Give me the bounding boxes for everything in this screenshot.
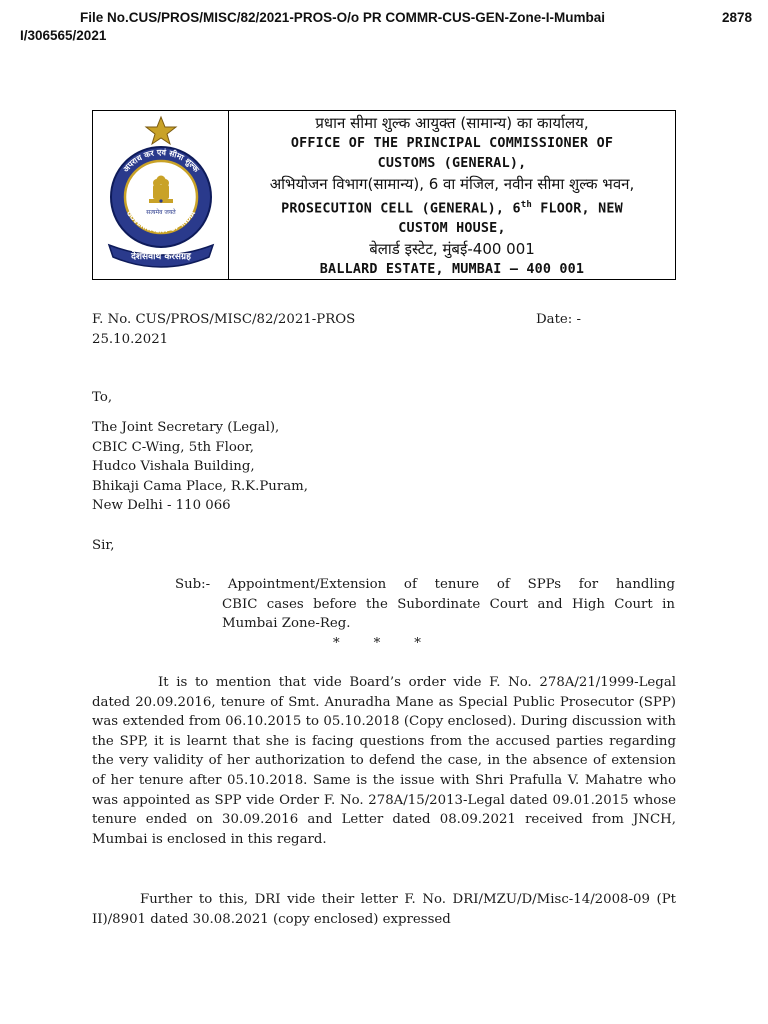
- emblem-bottom-text: GOVERNMENT OF INDIA: [124, 210, 198, 235]
- addressee-line: CBIC C-Wing, 5th Floor,: [92, 439, 254, 455]
- paragraph: Further to this, DRI vide their letter F. No. DRI/MZU/D/Misc-14/2008-09 (Pt II)/8901 dated 30.08.2021 (copy enclosed) expressed: [92, 892, 676, 927]
- subject-block: [175, 575, 675, 634]
- office-address: [229, 111, 675, 279]
- file-number-continuation: I/306565/2021: [20, 28, 107, 43]
- page-number: 2878: [721, 10, 752, 25]
- addressee-line: New Delhi - 110 066: [92, 498, 231, 514]
- file-header: [20, 9, 760, 45]
- addressee-block: [92, 418, 676, 516]
- emblem-cell: [93, 111, 229, 279]
- date-value: 25.10.2021: [92, 331, 169, 347]
- subject-line: Sub:- Appointment/Extension of tenure of SPPs for handling: [175, 577, 675, 592]
- address-english: BALLARD ESTATE, MUMBAI – 400 001: [319, 262, 585, 278]
- department-line-b: FLOOR, NEW: [531, 201, 623, 217]
- office-name-line2: CUSTOMS (GENERAL),: [377, 156, 527, 171]
- to-label: To,: [92, 390, 113, 405]
- paragraph: It is to mention that vide Board’s order vide F. No. 278A/21/1999-Legal dated 20.09.2016, tenure of Smt. Anuradha Mane as Special Public Prosecutor (SPP) was extended from 06.10.2015 to 05.10.2018 (Copy enclosed). During discussion with the SPP, it is learnt that she is facing questions from the accused parties regarding the very validity of her authorization to defend the case, in the absence of extension of her tenure after 05.10.2018. Same is the issue with Shri Prafulla V. Mahatre who was appointed as SPP vide Order F. No. 278A/15/2013-Legal dated 09.01.2015 whose tenure ended on 30.09.2016 and Letter dated 08.09.2021 received from JNCH, Mumbai is enclosed in this regard.: [92, 675, 676, 847]
- addressee-line: Hudco Vishala Building,: [92, 459, 255, 475]
- floor-ordinal: th: [520, 200, 532, 210]
- cbic-emblem-icon: [101, 115, 221, 275]
- emblem-motto: देशसेवार्थ करसंग्रह: [131, 252, 191, 262]
- reference-file-number: F. No. CUS/PROS/MISC/82/2021-PROS: [92, 312, 356, 327]
- emblem-top-text: अपराध कर एवं सीमा शुल्क: [121, 147, 201, 174]
- emblem-center-text: सत्यमेव जयते: [146, 209, 176, 216]
- date-label: Date: -: [536, 312, 582, 327]
- letterhead: [92, 110, 676, 280]
- department-line: [229, 195, 675, 219]
- office-name-line1: OFFICE OF THE PRINCIPAL COMMISSIONER OF: [290, 136, 614, 151]
- address-hindi: बेलार्ड इस्टेट, मुंबई-400 001: [369, 240, 535, 259]
- building-name: CUSTOM HOUSE,: [398, 221, 506, 237]
- department-hindi: अभियोजन विभाग(सामान्य), 6 वा मंजिल, नवीन सीमा शुल्क भवन,: [269, 175, 635, 193]
- department-line-a: PROSECUTION CELL (GENERAL), 6: [281, 201, 521, 217]
- office-name-hindi: प्रधान सीमा शुल्क आयुक्त (सामान्य) का कार्यालय,: [315, 114, 589, 132]
- salutation: Sir,: [92, 538, 115, 553]
- separator: ***: [333, 636, 455, 651]
- addressee-line: Bhikaji Cama Place, R.K.Puram,: [92, 478, 308, 494]
- file-number: File No.CUS/PROS/MISC/82/2021-PROS-O/o PR COMMR-CUS-GEN-Zone-I-Mumbai: [80, 10, 606, 25]
- reference-line: [92, 310, 676, 349]
- subject-continuation: CBIC cases before the Subordinate Court and High Court in Mumbai Zone-Reg.: [222, 596, 675, 632]
- addressee-line: The Joint Secretary (Legal),: [92, 420, 280, 435]
